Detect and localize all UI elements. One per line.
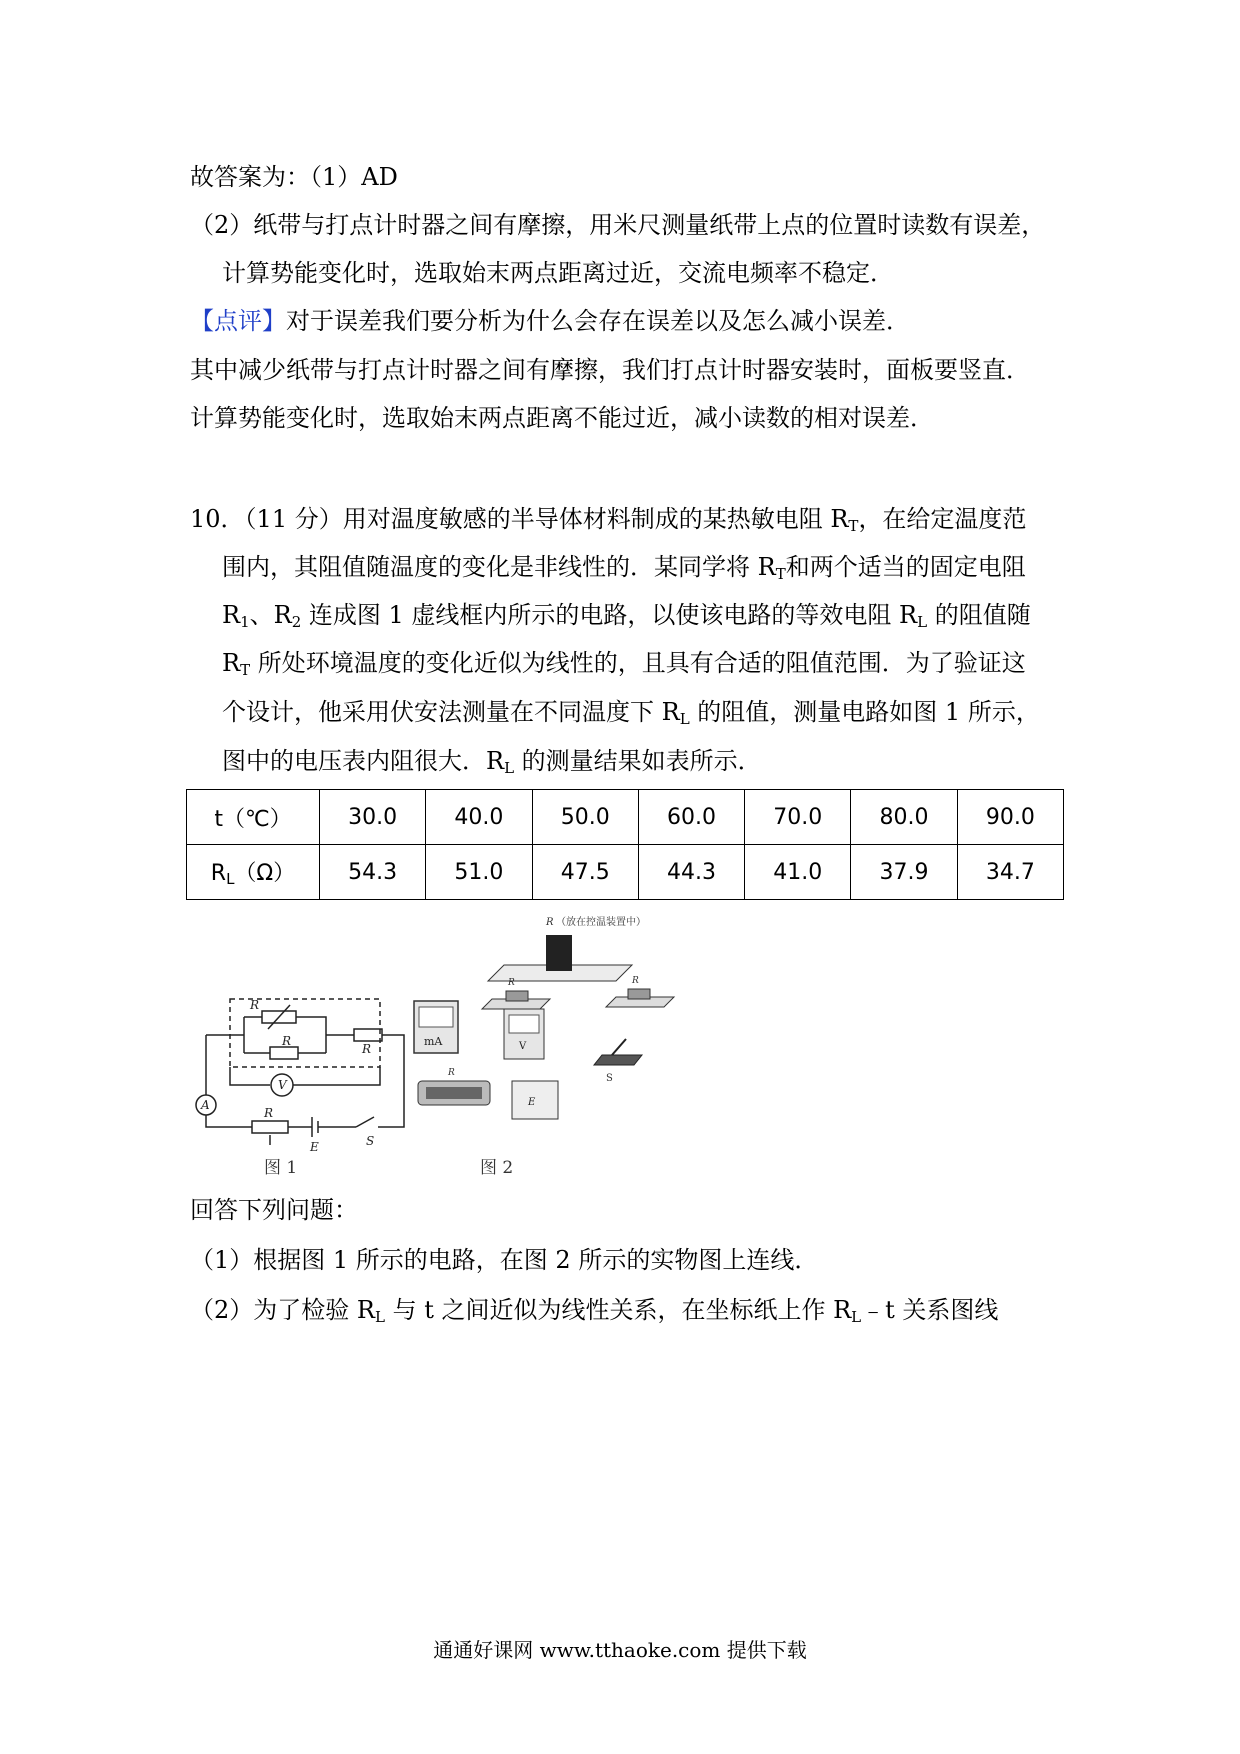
problem-text: 和两个适当的固定电阻: [785, 553, 1026, 581]
resistor-r1-body: [506, 991, 528, 1001]
table-row: [187, 845, 1064, 900]
subscript: T: [848, 517, 859, 535]
rt-label-fig1: R: [250, 998, 260, 1012]
measurement-table: [186, 789, 1064, 900]
battery-label-fig1: E: [310, 1140, 319, 1154]
table-cell: 40.0: [426, 790, 532, 845]
table-cell: 47.5: [532, 845, 638, 900]
table-cell: 80.0: [851, 790, 957, 845]
problem-text: ，在给定温度范: [858, 505, 1027, 533]
comment-tag: 【点评】: [190, 307, 286, 335]
table-cell: 30.0: [320, 790, 426, 845]
resistor-r1: [270, 1047, 298, 1059]
problem-text: 、R: [249, 601, 292, 629]
table-cell: 41.0: [745, 845, 851, 900]
problem-text: 所处环境温度的变化近似为线性的，且具有合适的阻值范围．为了验证这: [250, 649, 1026, 677]
wire: [382, 1035, 404, 1095]
subscript: 1: [240, 613, 250, 631]
subscript: L: [679, 710, 690, 728]
r2-label-fig2: R: [632, 976, 639, 986]
comment-line: [190, 306, 910, 336]
problem-text: 图中的电压表内阻很大．R: [222, 747, 505, 775]
table-row-label: [187, 845, 320, 900]
problem-line-5: [222, 697, 1040, 734]
problem-text: R: [222, 601, 241, 629]
wire: [230, 1067, 270, 1085]
subscript: L: [851, 1308, 862, 1326]
table-cell: 50.0: [532, 790, 638, 845]
problem-line-1: [190, 504, 1026, 541]
problem-number: 10．: [190, 505, 245, 533]
problem-text: R: [222, 649, 241, 677]
answer-line-3: 计算势能变化时，选取始末两点距离过近，交流电频率不稳定．: [222, 259, 894, 287]
table-cell: 90.0: [957, 790, 1063, 845]
problem-line-2: [222, 552, 1026, 589]
table-cell: 70.0: [745, 790, 851, 845]
problem-text: 用对温度敏感的半导体材料制成的某热敏电阻 R: [342, 505, 849, 533]
page-footer: 通通好课网 www.tthaoke.com 提供下载: [433, 1638, 807, 1662]
thermistor-unit: [546, 935, 572, 971]
problem-line-6: [222, 746, 762, 783]
wire: [296, 1017, 326, 1053]
switch-blade: [356, 1117, 374, 1127]
r1-label-fig1: R: [282, 1034, 292, 1048]
rheostat-label-fig1: R: [264, 1106, 274, 1120]
circuit-diagram-fig1: [196, 999, 404, 1145]
switch-base: [594, 1055, 642, 1065]
problem-score: （11 分）: [244, 505, 343, 533]
rheostat-symbol: [252, 1121, 288, 1133]
resistor-r2-body: [628, 989, 650, 999]
battery-label-fig2: E: [528, 1097, 536, 1108]
question-text: ﹣t 关系图线: [861, 1296, 999, 1324]
r2-label-fig1: R: [362, 1042, 372, 1056]
question-2: [190, 1295, 998, 1332]
subscript: L: [226, 870, 235, 888]
problem-line-3: [222, 600, 1031, 637]
subscript: L: [504, 759, 515, 777]
problem-text: 的阻值随: [927, 601, 1031, 629]
milliammeter-label: mA: [424, 1035, 443, 1048]
label-unit: （Ω）: [234, 861, 296, 886]
r1-label-fig2: R: [508, 978, 515, 988]
subscript: L: [917, 613, 928, 631]
table-cell: 51.0: [426, 845, 532, 900]
question-text: （2）为了检验 R: [190, 1296, 375, 1324]
subscript: T: [240, 661, 251, 679]
problem-text: 连成图 1 虚线框内所示的电路，以使该电路的等效电阻 R: [301, 601, 918, 629]
table-cell: 44.3: [638, 845, 744, 900]
answer-line-1: 故答案为：（1）AD: [190, 163, 398, 191]
answer-line-2: （2）纸带与打点计时器之间有摩擦，用米尺测量纸带上点的位置时读数有误差，: [190, 211, 1046, 239]
circuit-figure: [186, 905, 756, 1185]
table-cell: 34.7: [957, 845, 1063, 900]
switch-lever: [612, 1039, 626, 1055]
table-row: [187, 790, 1064, 845]
table-cell: 60.0: [638, 790, 744, 845]
problem-text: 的阻值，测量电路如图 1 所示，: [689, 698, 1040, 726]
question-text: 与 t 之间近似为线性关系，在坐标纸上作 R: [384, 1296, 852, 1324]
rheostat-label-fig2: R: [448, 1068, 455, 1078]
milliammeter-device: [414, 1001, 458, 1053]
thermistor-arrow: [268, 1005, 290, 1029]
rt-label-fig2: R: [546, 917, 554, 928]
subscript: T: [775, 565, 786, 583]
rt-note: （放在控温装置中）: [556, 917, 646, 928]
table-row-label: t（℃）: [187, 790, 320, 845]
problem-text: 围内，其阻值随温度的变化是非线性的．某同学将 R: [222, 553, 776, 581]
problem-text: 个设计，他采用伏安法测量在不同温度下 R: [222, 698, 680, 726]
voltmeter-dial: [509, 1015, 539, 1033]
switch-label-fig1: S: [366, 1134, 375, 1148]
problem-text: 的测量结果如表所示．: [514, 747, 762, 775]
wire: [378, 1095, 404, 1127]
wire: [206, 1115, 252, 1127]
answer-line-6: 计算势能变化时，选取始末两点距离不能过近，减小读数的相对误差．: [190, 404, 934, 432]
fig1-caption: 图 1: [264, 1158, 298, 1178]
table-cell: 54.3: [320, 845, 426, 900]
table-cell: 37.9: [851, 845, 957, 900]
rheostat-coil: [426, 1087, 482, 1099]
subscript: L: [374, 1308, 385, 1326]
wire: [293, 1067, 380, 1085]
label-text: R: [210, 861, 227, 886]
question-1: （1）根据图 1 所示的电路，在图 2 所示的实物图上连线．: [190, 1246, 819, 1274]
fig2-caption: 图 2: [480, 1158, 514, 1178]
ammeter-label: A: [201, 1098, 210, 1112]
switch-label-fig2: S: [606, 1073, 613, 1084]
questions-intro: 回答下列问题：: [190, 1196, 358, 1224]
voltmeter-label: V: [278, 1078, 287, 1092]
resistor-r2: [354, 1029, 382, 1041]
voltmeter-device-label: V: [519, 1041, 527, 1052]
answer-line-5: 其中减少纸带与打点计时器之间有摩擦，我们打点计时器安装时，面板要竖直．: [190, 356, 1030, 384]
comment-text: 对于误差我们要分析为什么会存在误差以及怎么减小误差．: [286, 307, 910, 335]
problem-line-4: [222, 648, 1026, 685]
subscript: 2: [291, 613, 302, 631]
